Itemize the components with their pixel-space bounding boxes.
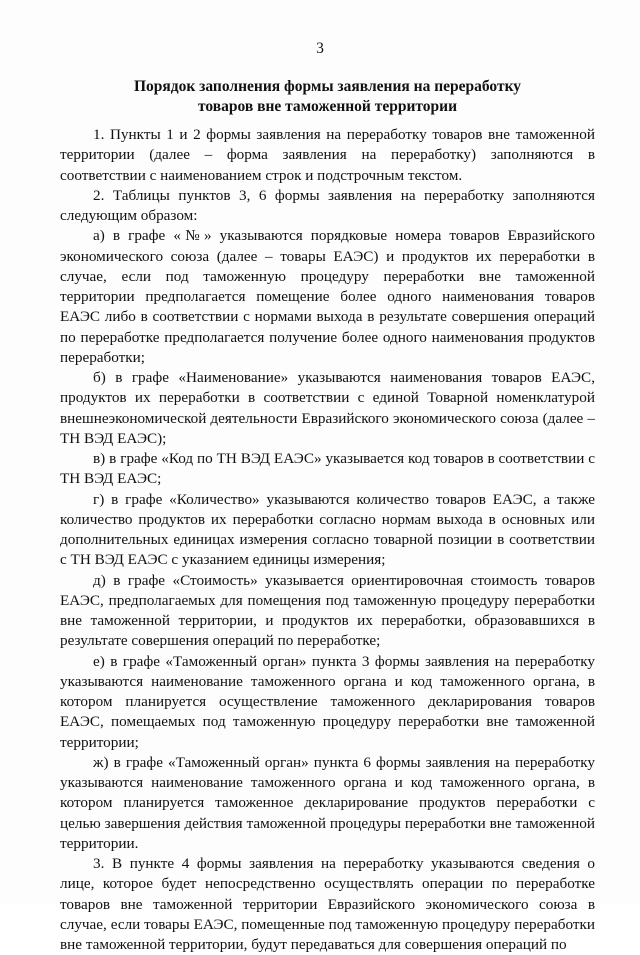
document-body: [60, 125, 595, 955]
paragraph-1: 1. Пункты 1 и 2 формы заявления на переработку товаров вне таможенной территории (далее – форма заявления на переработку) заполняются в соответствии с наименованием строк и подстрочным текстом.: [60, 126, 595, 184]
paragraph-2a: а) в графе «№» указываются порядковые номера товаров Евразийского экономического союза (далее – товары ЕАЭС) и продуктов их переработки в случае, если под таможенную процедуру переработки вне таможенной территории предполагается помещение более одного наименования товаров ЕАЭС либо в соответствии с нормами выхода в результате совершения операций по переработке предполагается получение более одного наименования продуктов переработки;: [60, 227, 595, 366]
paragraph-2v: в) в графе «Код по ТН ВЭД ЕАЭС» указывается код товаров в соответствии с ТН ВЭД ЕАЭС;: [60, 450, 595, 488]
paragraph-2g: г) в графе «Количество» указываются количество товаров ЕАЭС, а также количество продуктов их переработки согласно нормам выхода в основных или дополнительных единицах измерения согласно товарной позиции в соответствии с ТН ВЭД ЕАЭС с указанием единицы измерения;: [60, 490, 595, 569]
title-line-2: товаров вне таможенной территории: [197, 98, 458, 115]
document-title: [60, 77, 595, 117]
paragraph-3: 3. В пункте 4 формы заявления на переработку указываются сведения о лице, которое будет непосредственно осуществлять операции по переработке товаров вне таможенной территории Евразийского экономического союза в случае, если товары ЕАЭС, помещенные под таможенную процедуру переработки вне таможенной территории, будут передаваться для совершения операций по: [60, 855, 595, 953]
page-number: 3: [316, 40, 324, 57]
paragraph-2: 2. Таблицы пунктов 3, 6 формы заявления на переработку заполняются следующим образом:: [60, 186, 595, 224]
paragraph-2e: е) в графе «Таможенный орган» пункта 3 формы заявления на переработку указываются наименование таможенного органа и код таможенного органа, в котором планируется осуществление таможенного декларирования товаров ЕАЭС, помещаемых под таможенную процедуру переработки вне таможенной территории;: [60, 652, 595, 751]
paragraph-2d: д) в графе «Стоимость» указывается ориентировочная стоимость товаров ЕАЭС, предполагаемых для помещения под таможенную процедуру переработки вне таможенной территории, и продуктов их переработки, образовавшихся в результате совершения операций по переработке;: [60, 571, 595, 650]
title-line-1: Порядок заполнения формы заявления на переработку: [133, 78, 522, 95]
paragraph-2zh: ж) в графе «Таможенный орган» пункта 6 формы заявления на переработку указываются наименование таможенного органа и код таможенного органа, в котором планируется таможенное декларирование продуктов переработки с целью завершения действия таможенной процедуры переработки вне таможенной территории.: [60, 753, 595, 852]
paragraph-2b: б) в графе «Наименование» указываются наименования товаров ЕАЭС, продуктов их переработки в соответствии с единой Товарной номенклатурой внешнеэкономической деятельности Евразийского экономического союза (далее – ТН ВЭД ЕАЭС);: [60, 369, 595, 447]
